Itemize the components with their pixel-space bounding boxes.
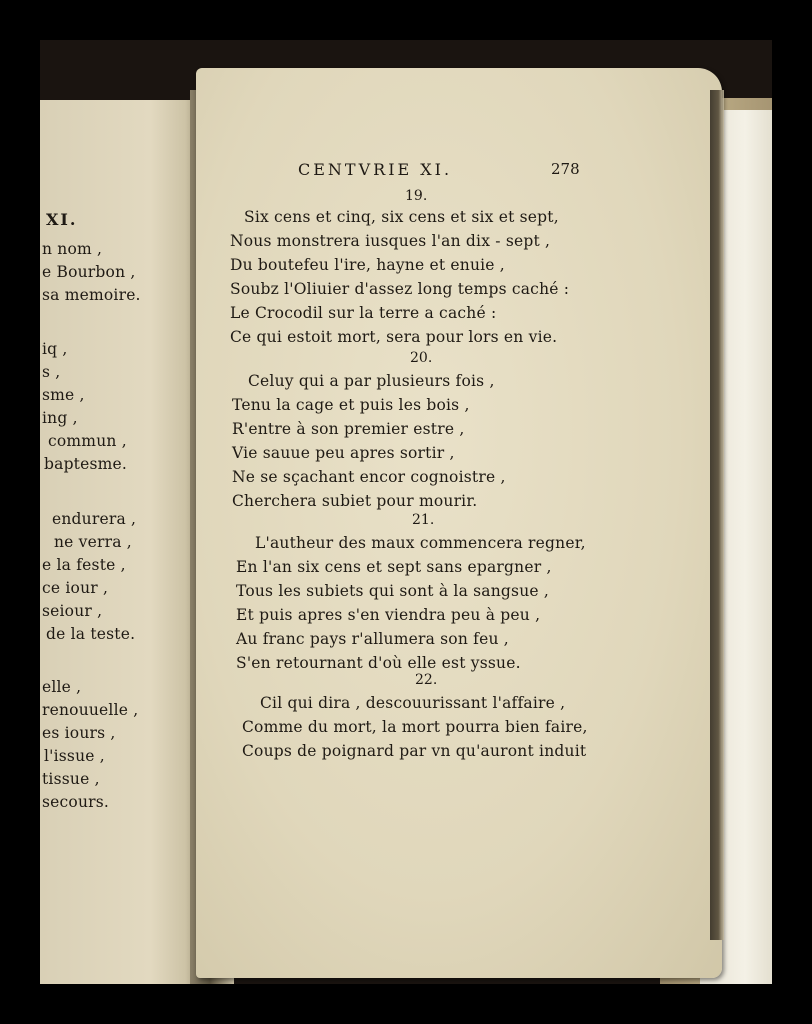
right-page-edge-shadow bbox=[710, 90, 724, 940]
left-line: e la feste , bbox=[42, 556, 126, 574]
verse-line: Nous monstrera iusques l'an dix - sept , bbox=[230, 232, 551, 250]
left-line: ne verra , bbox=[54, 533, 132, 551]
page-number: 278 bbox=[551, 160, 580, 178]
verse-line: Coups de poignard par vn qu'auront induit bbox=[242, 742, 587, 760]
verse-line: Comme du mort, la mort pourra bien faire, bbox=[242, 718, 588, 736]
verse-line: Celuy qui a par plusieurs fois , bbox=[248, 372, 495, 390]
verse-line: Et puis apres s'en viendra peu à peu , bbox=[236, 606, 541, 624]
left-line: ing , bbox=[42, 409, 78, 427]
left-line: baptesme. bbox=[44, 455, 128, 473]
verse-line: Tous les subiets qui sont à la sangsue , bbox=[236, 582, 550, 600]
verse-line: Le Crocodil sur la terre a caché : bbox=[230, 304, 497, 322]
verse-line: L'autheur des maux commencera regner, bbox=[255, 534, 586, 552]
book-photo bbox=[40, 40, 772, 984]
left-page bbox=[40, 100, 198, 984]
verse-line: Ne se sçachant encor cognoistre , bbox=[232, 468, 506, 486]
left-line: s , bbox=[42, 363, 61, 381]
stanza-number: 19. bbox=[405, 188, 428, 204]
left-line: tissue , bbox=[42, 770, 100, 788]
left-line: sa memoire. bbox=[42, 286, 141, 304]
verse-line: Soubz l'Oliuier d'assez long temps caché : bbox=[230, 280, 570, 298]
left-line: sme , bbox=[42, 386, 85, 404]
left-line: n nom , bbox=[42, 240, 103, 258]
left-line: e Bourbon , bbox=[42, 263, 136, 281]
left-line: renouuelle , bbox=[42, 701, 139, 719]
left-line: ce iour , bbox=[42, 579, 109, 597]
stanza-number: 20. bbox=[410, 350, 433, 366]
left-line: elle , bbox=[42, 678, 82, 696]
stanza-number: 21. bbox=[412, 512, 435, 528]
verse-line: Au franc pays r'allumera son feu , bbox=[236, 630, 509, 648]
verse-line: R'entre à son premier estre , bbox=[232, 420, 465, 438]
left-line: l'issue , bbox=[44, 747, 105, 765]
left-line: iq , bbox=[42, 340, 68, 358]
verse-line: Du boutefeu l'ire, hayne et enuie , bbox=[230, 256, 505, 274]
verse-line: Tenu la cage et puis les bois , bbox=[232, 396, 470, 414]
left-line: endurera , bbox=[52, 510, 137, 528]
verse-line: Cherchera subiet pour mourir. bbox=[232, 492, 478, 510]
running-header: CENTVRIE XI. bbox=[298, 160, 453, 179]
right-page bbox=[196, 68, 722, 978]
left-line: es iours , bbox=[42, 724, 116, 742]
left-line: de la teste. bbox=[46, 625, 136, 643]
stanza-number: 22. bbox=[415, 672, 438, 688]
left-page-heading: XI. bbox=[46, 210, 78, 229]
left-line: commun , bbox=[48, 432, 127, 450]
left-line: secours. bbox=[42, 793, 110, 811]
left-line: seiour , bbox=[42, 602, 103, 620]
verse-line: Cil qui dira , descouurissant l'affaire , bbox=[260, 694, 566, 712]
verse-line: En l'an six cens et sept sans epargner , bbox=[236, 558, 552, 576]
verse-line: Vie sauue peu apres sortir , bbox=[232, 444, 455, 462]
verse-line: Ce qui estoit mort, sera pour lors en vie. bbox=[230, 328, 558, 346]
verse-line: Six cens et cinq, six cens et six et sept, bbox=[244, 208, 559, 226]
verse-line: S'en retournant d'où elle est yssue. bbox=[236, 654, 521, 672]
